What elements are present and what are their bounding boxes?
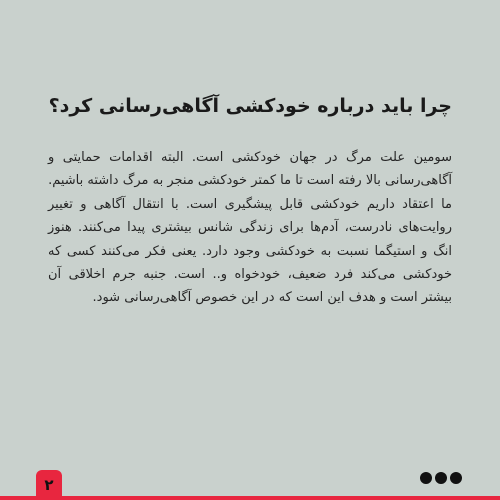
page-number: ۲	[44, 475, 54, 494]
page-title: چرا باید درباره خودکشی آگاهی‌رسانی کرد؟	[48, 95, 452, 117]
dot-icon	[420, 472, 432, 484]
dot-icon	[450, 472, 462, 484]
paragraph-1: سومین علت مرگ در جهان خودکشی است. البته اقدامات حمایتی و آگاهی‌رسانی بالا رفته است تا ما کمتر خودکشی منجر به مرگ داشته باشیم.	[48, 150, 452, 189]
three-dots-icon	[420, 472, 462, 484]
paragraph-2: ما اعتقاد داریم خودکشی قابل پیشگیری است. با انتقال آگاهی و تغییر روایت‌های نادرست، آدم‌ها برای زندگی شانس بیشتری پیدا می‌کنند. هنوز انگ و استیگما نسبت به خودکشی وجود دارد. یعنی فکر می‌کنند کسی که خودکشی می‌کند فرد ضعیف، خودخواه و.. است. جنبه جرم اخلاقی آن بیشتر است و هدف این است که در این خصوص آگاهی‌رسانی شود.	[48, 196, 452, 306]
dot-icon	[435, 472, 447, 484]
page-number-tab	[36, 470, 62, 500]
footer-accent-bar	[0, 496, 500, 500]
article-body	[48, 146, 452, 310]
